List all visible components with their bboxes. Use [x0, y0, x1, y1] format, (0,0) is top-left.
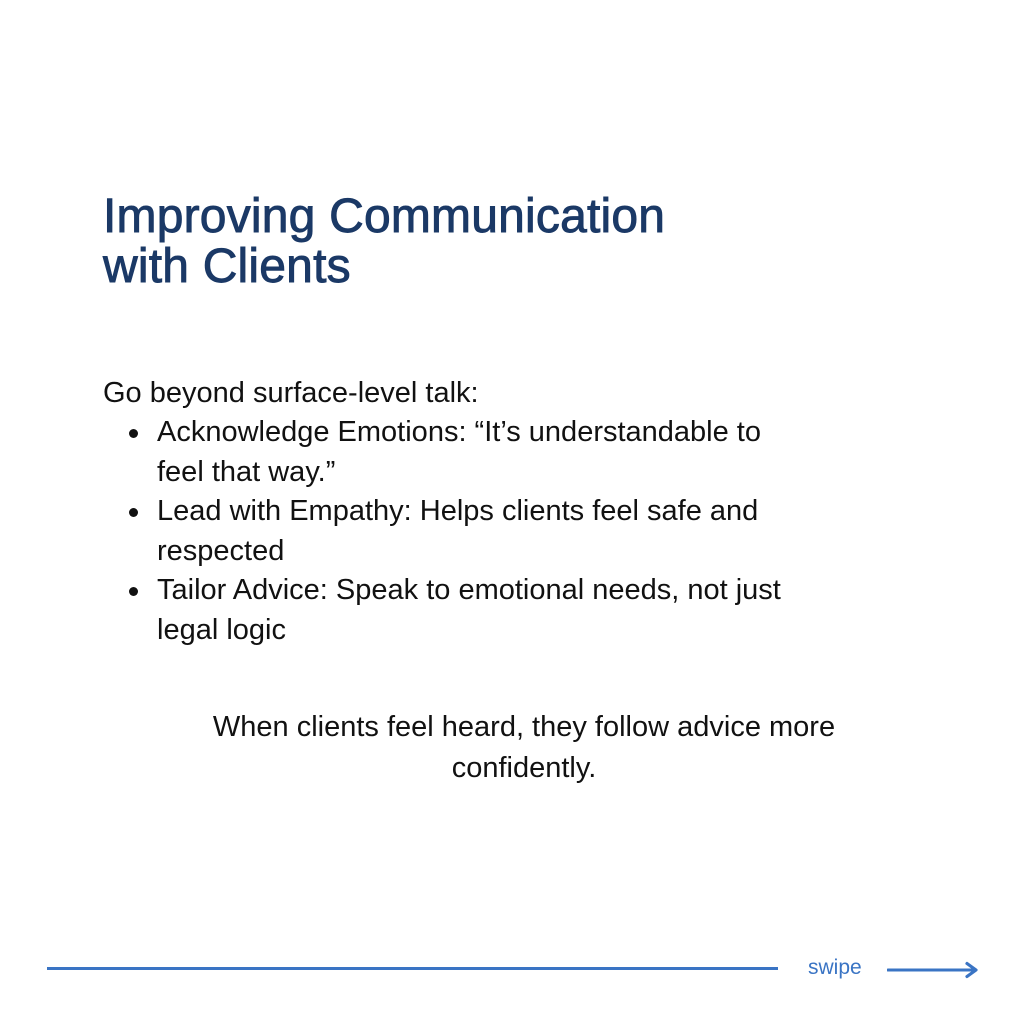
bullet-text-line: Lead with Empathy: Helps clients feel safe and	[157, 495, 759, 527]
bullet-dot-icon	[129, 429, 138, 438]
bullet-text-line: Tailor Advice: Speak to emotional needs, not just	[157, 574, 781, 606]
bullet-text-line: legal logic	[157, 613, 286, 646]
bullet-dot-icon	[129, 508, 138, 517]
bullet-text-line: feel that way.”	[157, 455, 336, 488]
bullet-item-tailor-advice	[157, 571, 927, 650]
slide-title	[103, 192, 923, 292]
bullet-item-lead-with-empathy	[157, 492, 927, 571]
swipe-label[interactable]: swipe	[808, 956, 862, 979]
intro-text: Go beyond surface-level talk:	[103, 377, 479, 409]
conclusion-line-2: confidently.	[451, 752, 597, 784]
bullet-item-acknowledge-emotions	[157, 413, 927, 492]
bullet-text-line: Acknowledge Emotions: “It’s understandable to	[157, 416, 761, 448]
conclusion-line-1: When clients feel heard, they follow advice more	[212, 711, 836, 743]
footer-divider-line	[47, 967, 778, 970]
bullet-list	[157, 413, 927, 650]
conclusion-text	[120, 707, 928, 789]
slide-title-line-1: Improving Communication	[103, 190, 666, 243]
right-arrow-icon[interactable]	[887, 961, 980, 979]
bullet-dot-icon	[129, 587, 138, 596]
slide-title-line-2: with Clients	[103, 240, 351, 293]
bullet-text-line: respected	[157, 534, 285, 567]
